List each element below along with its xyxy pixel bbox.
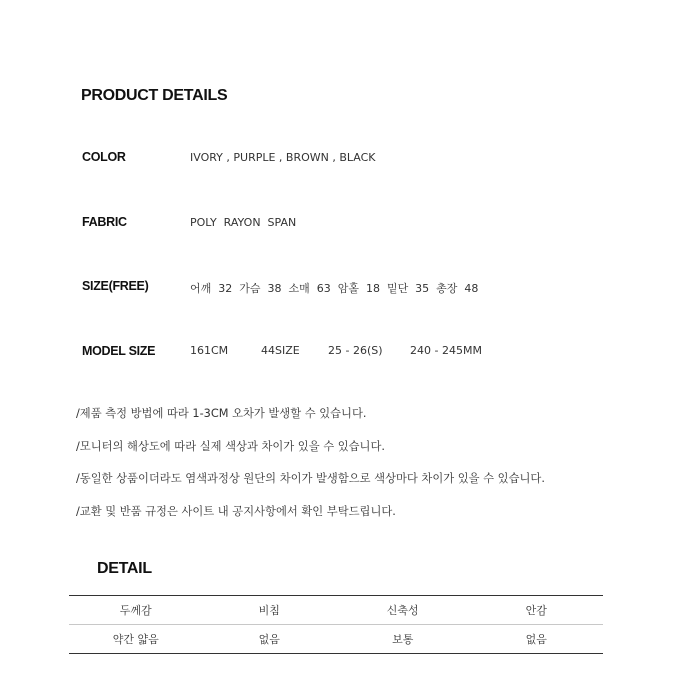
detail-value-row <box>69 625 603 654</box>
notice-item: /동일한 상품이더라도 염색과정상 원단의 차이가 발생함으로 색상마다 차이가 있을 수 있습니다. <box>76 472 545 486</box>
model-height: 161CM <box>190 344 229 357</box>
detail-value-cell: 약간 얇음 <box>69 625 203 654</box>
notice-list <box>76 406 545 537</box>
notice-item: /모니터의 해상도에 따라 실제 색상과 차이가 있을 수 있습니다. <box>76 439 385 453</box>
size-value: 어깨 32 가슴 38 소매 63 암홀 18 밑단 35 총장 48 <box>190 282 479 295</box>
notice-item: /교환 및 반품 규정은 사이트 내 공지사항에서 확인 부탁드립니다. <box>76 505 396 519</box>
detail-header-cell: 신축성 <box>336 596 470 625</box>
color-value: IVORY , PURPLE , BROWN , BLACK <box>190 151 376 164</box>
fabric-label: FABRIC <box>82 215 127 229</box>
detail-value-cell: 없음 <box>203 625 337 654</box>
model-clothing-size: 44SIZE <box>261 344 300 357</box>
detail-table <box>69 595 603 654</box>
model-shoe-size: 240 - 245MM <box>410 344 482 357</box>
notice-item: /제품 측정 방법에 따라 1-3CM 오차가 발생할 수 있습니다. <box>76 407 367 420</box>
model-waist-size: 25 - 26(S) <box>328 344 383 357</box>
fabric-value: POLY RAYON SPAN <box>190 216 297 229</box>
detail-header-cell: 비침 <box>203 596 337 625</box>
color-label: COLOR <box>82 150 126 164</box>
detail-value-cell: 없음 <box>470 625 604 654</box>
size-label: SIZE(FREE) <box>82 279 149 293</box>
detail-header-row <box>69 596 603 625</box>
detail-value-cell: 보통 <box>336 625 470 654</box>
detail-title: DETAIL <box>97 560 152 577</box>
model-size-label: MODEL SIZE <box>82 344 156 358</box>
detail-header-cell: 안감 <box>470 596 604 625</box>
product-details-title: PRODUCT DETAILS <box>81 87 228 104</box>
detail-header-cell: 두께감 <box>69 596 203 625</box>
